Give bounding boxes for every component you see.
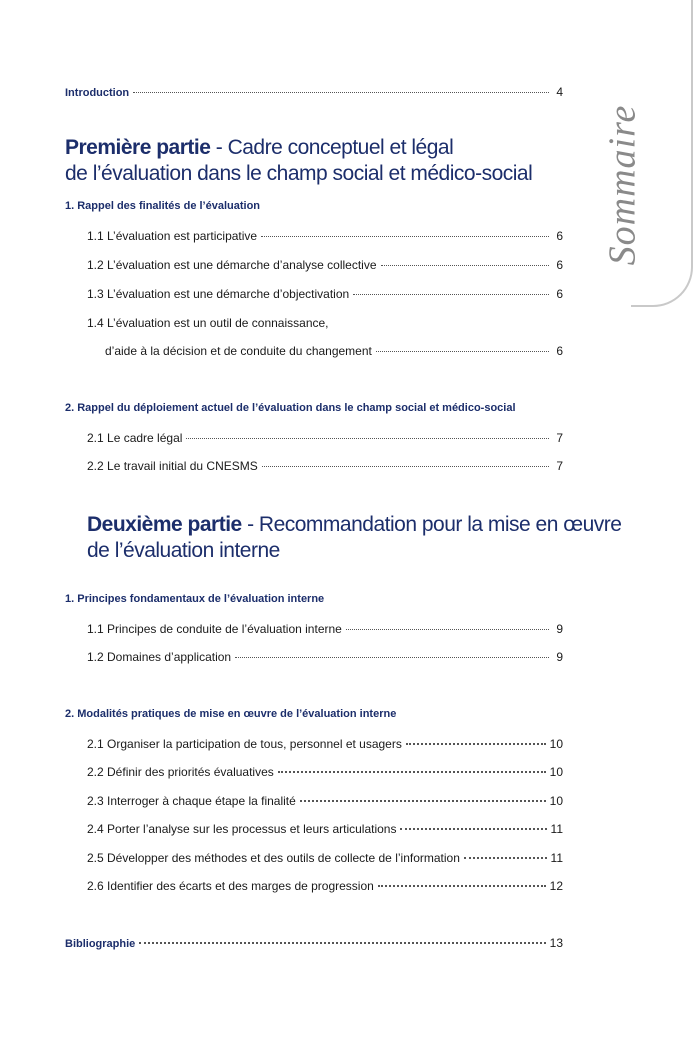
dot-leader [464, 857, 547, 859]
toc-entry[interactable] [87, 287, 563, 301]
dot-leader [400, 828, 546, 830]
toc-entry-page: 7 [556, 459, 563, 473]
toc-entry-page: 6 [556, 229, 563, 243]
part2-title-rest: - Recommandation pour la mise en œuvre [241, 513, 622, 536]
toc-entry-page: 4 [556, 85, 563, 99]
toc-entry[interactable] [87, 650, 563, 664]
toc-entry[interactable] [87, 258, 563, 272]
part1-title-rest: - Cadre conceptuel et légal [210, 136, 454, 159]
toc-entry-page: 6 [556, 258, 563, 272]
toc-entry[interactable] [87, 765, 563, 779]
part1-section2-heading: 2. Rappel du déploiement actuel de l’évaluation dans le champ social et médico-social [65, 402, 516, 414]
part1-title-line2: de l’évaluation dans le champ social et médico-social [65, 162, 533, 185]
toc-entry[interactable] [87, 622, 563, 636]
part2-section2-heading: 2. Modalités pratiques de mise en œuvre de l’évaluation interne [65, 708, 397, 720]
toc-entry-page: 13 [549, 936, 563, 950]
dot-leader [235, 657, 549, 658]
toc-entry-label: 2.2 Définir des priorités évaluatives [87, 765, 274, 779]
part2-title-line2: de l’évaluation interne [87, 539, 280, 562]
toc-entry-label: 2.1 Le cadre légal [87, 431, 183, 445]
dot-leader [381, 265, 549, 266]
toc-entry[interactable] [105, 344, 563, 358]
dot-leader [376, 351, 549, 352]
part1-title-strong: Première partie [65, 136, 211, 159]
toc-entry-label: 1.1 L’évaluation est participative [87, 229, 258, 243]
toc-entry-page: 6 [556, 287, 563, 301]
toc-entry-label: 2.5 Développer des méthodes et des outils de collecte de l’information [87, 851, 460, 865]
dot-leader [353, 294, 549, 295]
side-title-text: Sommaire [601, 104, 643, 266]
toc-entry-label: Bibliographie [65, 938, 136, 950]
part2-section1-heading: 1. Principes fondamentaux de l’évaluation interne [65, 593, 325, 605]
part1-section1-heading: 1. Rappel des finalités de l’évaluation [65, 200, 261, 212]
toc-entry-label: 2.6 Identifier des écarts et des marges de progression [87, 879, 374, 893]
toc-entry-label: 1.2 L’évaluation est une démarche d’analyse collective [87, 258, 377, 272]
part1-heading [65, 135, 532, 187]
toc-entry[interactable] [87, 794, 563, 808]
dot-leader [262, 466, 549, 467]
toc-entry[interactable] [87, 822, 563, 836]
part2-title-strong: Deuxième partie [87, 513, 242, 536]
toc-entry-line1: 1.4 L’évaluation est un outil de connaissance, [87, 316, 329, 330]
toc-entry-page: 11 [550, 851, 563, 865]
side-title [602, 80, 642, 290]
toc-entry-label: 2.1 Organiser la participation de tous, personnel et usagers [87, 737, 402, 751]
toc-entry-page: 10 [549, 765, 563, 779]
toc-entry-page: 6 [556, 344, 563, 358]
toc-entry[interactable] [87, 431, 563, 445]
dot-leader [133, 92, 549, 93]
toc-entry-page: 12 [549, 879, 563, 893]
toc-entry-label: 1.2 Domaines d’application [87, 650, 232, 664]
dot-leader [186, 438, 549, 439]
toc-entry-label: 1.1 Principes de conduite de l’évaluation interne [87, 622, 342, 636]
toc-entry[interactable] [87, 229, 563, 243]
dot-leader [378, 885, 546, 887]
dot-leader [261, 236, 549, 237]
toc-entry-page: 7 [556, 431, 563, 445]
toc-entry[interactable] [87, 879, 563, 893]
toc-entry-label: 2.4 Porter l’analyse sur les processus et leurs articulations [87, 822, 397, 836]
toc-entry-bibliography[interactable] [65, 936, 563, 950]
toc-entry[interactable] [87, 851, 563, 865]
toc-entry[interactable] [87, 737, 563, 751]
toc-entry-page: 9 [556, 650, 563, 664]
toc-entry[interactable] [87, 459, 563, 473]
dot-leader [139, 942, 545, 944]
toc-entry-page: 9 [556, 622, 563, 636]
toc-entry-page: 11 [550, 822, 563, 836]
toc-entry-label: Introduction [65, 87, 130, 99]
toc-entry-label: 2.3 Interroger à chaque étape la finalité [87, 794, 296, 808]
dot-leader [300, 800, 546, 802]
dot-leader [406, 743, 546, 745]
toc-entry-introduction[interactable] [65, 85, 563, 99]
toc-entry-label: 1.3 L’évaluation est une démarche d’objectivation [87, 287, 350, 301]
dot-leader [346, 629, 549, 630]
dot-leader [278, 771, 546, 773]
toc-entry-page: 10 [549, 794, 563, 808]
part2-heading [87, 512, 621, 564]
toc-entry-label: 2.2 Le travail initial du CNESMS [87, 459, 258, 473]
toc-entry-label: d’aide à la décision et de conduite du changement [105, 344, 372, 358]
toc-entry-page: 10 [549, 737, 563, 751]
